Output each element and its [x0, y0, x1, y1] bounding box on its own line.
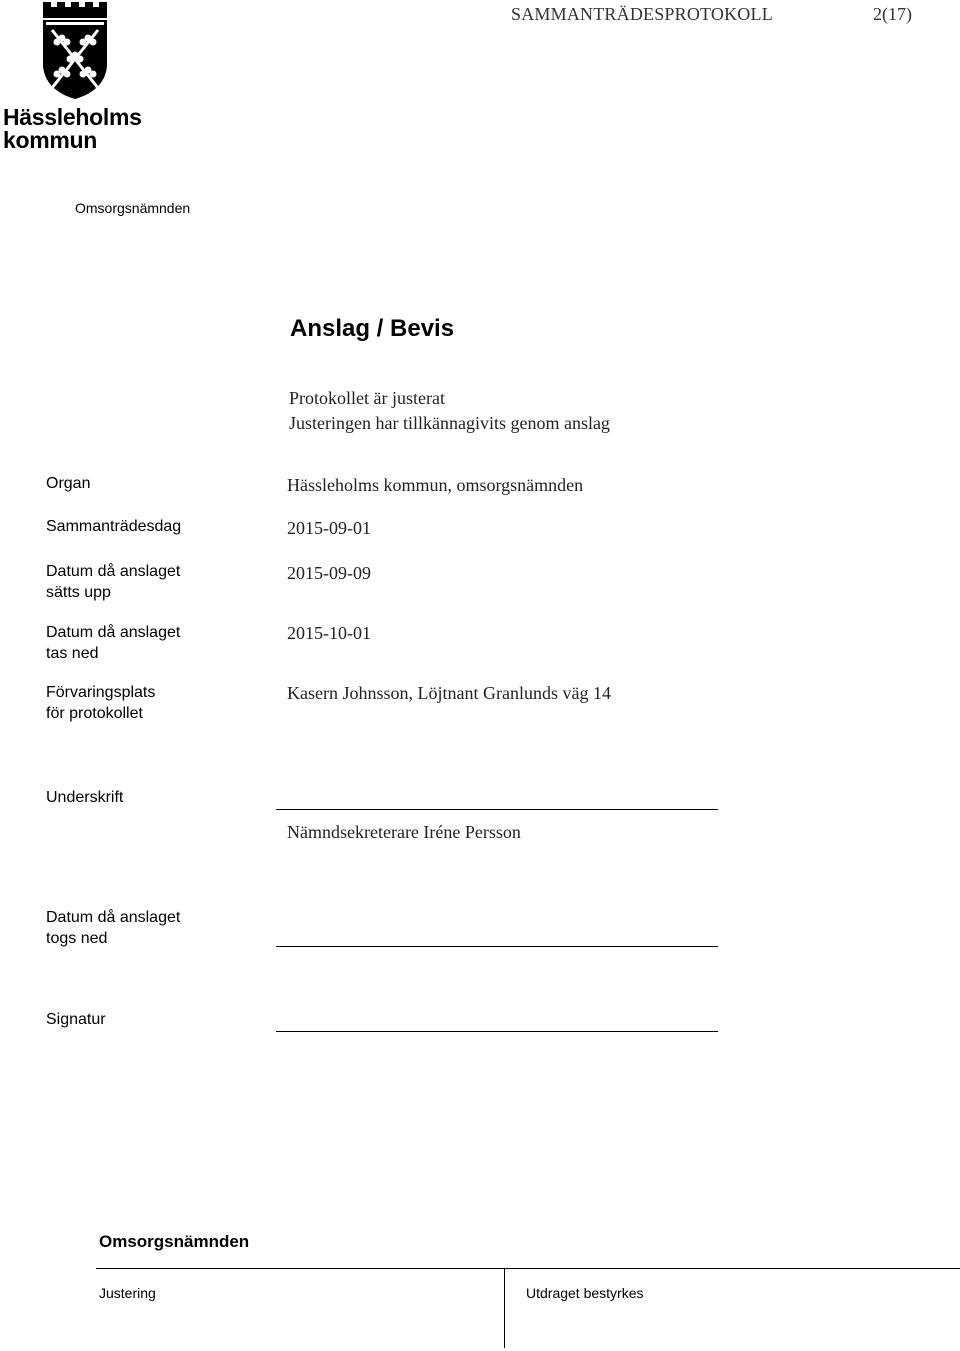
- logo-text-line2: kommun: [3, 127, 98, 153]
- committee-name: Omsorgsnämnden: [75, 200, 191, 216]
- signatur-line: [276, 1031, 718, 1032]
- organ-value: Hässleholms kommun, omsorgsnämnden: [287, 475, 584, 495]
- meeting-date-value: 2015-09-01: [287, 518, 371, 538]
- taken-down-line: [276, 946, 718, 947]
- posted-date-label-1: Datum då anslaget: [46, 563, 181, 580]
- posted-date-value: 2015-09-09: [287, 563, 371, 583]
- signatur-label: Signatur: [46, 1011, 106, 1028]
- removal-date-value: 2015-10-01: [287, 623, 371, 643]
- meeting-date-label: Sammanträdesdag: [46, 518, 182, 535]
- document-type: SAMMANTRÄDESPROTOKOLL: [511, 4, 773, 24]
- logo-text-line1: Hässleholms: [3, 104, 142, 130]
- intro-line-2: Justeringen har tillkännagivits genom anslag: [289, 413, 610, 433]
- signature-name: Nämndsekreterare Iréne Persson: [287, 822, 521, 842]
- intro-line-1: Protokollet är justerat: [289, 388, 445, 408]
- page-title: Anslag / Bevis: [290, 315, 455, 342]
- footer-divider: [504, 1268, 505, 1348]
- signature-label: Underskrift: [46, 789, 124, 806]
- storage-value: Kasern Johnsson, Löjtnant Granlunds väg 14: [287, 683, 611, 703]
- organ-label: Organ: [46, 475, 91, 492]
- footer-heading: Omsorgsnämnden: [99, 1232, 250, 1251]
- signature-line: [276, 809, 718, 810]
- storage-label-2: för protokollet: [46, 705, 143, 722]
- municipality-logo: [0, 0, 150, 152]
- removal-date-label-2: tas ned: [46, 645, 99, 662]
- footer-justering: Justering: [99, 1285, 156, 1301]
- footer-utdraget: Utdraget bestyrkes: [526, 1285, 644, 1301]
- page-number: 2(17): [873, 4, 912, 24]
- taken-down-label-1: Datum då anslaget: [46, 909, 181, 926]
- footer-top-rule: [96, 1268, 960, 1269]
- posted-date-label-2: sätts upp: [46, 584, 111, 601]
- coat-of-arms-icon: [40, 0, 110, 100]
- removal-date-label-1: Datum då anslaget: [46, 624, 181, 641]
- storage-label-1: Förvaringsplats: [46, 684, 156, 701]
- taken-down-label-2: togs ned: [46, 930, 108, 947]
